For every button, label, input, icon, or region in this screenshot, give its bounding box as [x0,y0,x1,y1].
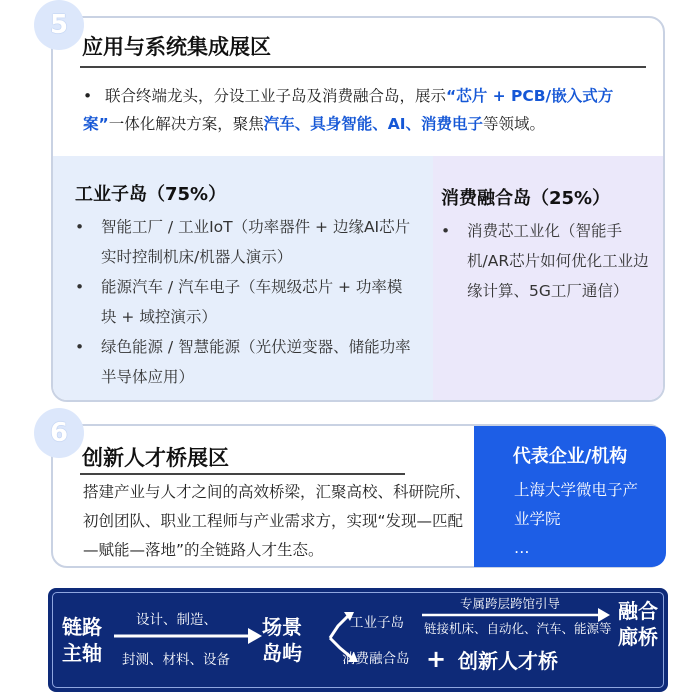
fusion-line-2: 廊桥 [618,625,658,649]
fork-arrow-top [330,616,348,638]
scene-island-label [262,614,302,666]
section-6-title-rule [80,473,405,475]
representative-panel [474,426,666,567]
section-6-number-badge [34,408,84,458]
intro-text-2: 一体化解决方案，聚焦 [108,115,264,133]
list-item: • 绿色能源 / 智慧能源（光伏逆变器、储能功率半导体应用） [75,332,411,392]
plus-icon: + [426,645,447,673]
list-item: … [514,539,530,557]
branch-industrial: 工业子岛 [350,615,404,631]
list-item: • 消费芯工业化（智能手机/AR芯片如何优化工业边缘计算、5G工厂通信） [441,216,655,306]
scene-line-2: 岛屿 [262,641,302,665]
intro-text-3: 等领域。 [482,115,545,133]
chain-line-2: 主轴 [62,641,102,665]
section-5-title-rule [80,66,646,68]
consumer-island-panel [433,156,665,402]
scene-line-1: 场景 [262,615,302,639]
section-5-card [51,16,665,402]
section-5-number: 5 [49,10,69,40]
talent-bridge-label: 创新人才桥 [458,649,558,673]
link-label: 链接机床、自动化、汽车、能源等 [424,621,612,636]
section-5-number-badge [34,0,84,50]
section-6-description: 搭建产业与人才之间的高效桥梁，汇聚高校、科研院所、初创团队、职业工程师与产业需求方，实现“发现—匹配—赋能—落地”的全链路人才生态。 [83,483,471,559]
fusion-bridge-label [618,598,658,650]
intro-highlight-1: “芯片 + PCB/嵌入式方案” [83,87,614,133]
representative-list [514,476,644,563]
representative-title: 代表企业/机构 [512,446,628,467]
industrial-island-panel [53,156,433,402]
consumer-island-title: 消费融合岛（25%） [441,188,611,209]
main-arrow-head-icon [248,628,262,644]
section-6-number: 6 [49,418,69,448]
list-item: • 能源汽车 / 汽车电子（车规级芯片 + 功率模块 + 域控演示） [75,272,411,332]
fusion-line-1: 融合 [618,599,658,623]
branch-consumer: 消费融合岛 [342,651,410,667]
industrial-island-list [75,212,411,392]
flow-bar [48,588,668,692]
flow-top-label: 设计、制造、 [136,612,217,628]
chain-line-1: 链路 [62,615,102,639]
industrial-island-title: 工业子岛（75%） [75,184,227,205]
section-5-title: 应用与系统集成展区 [82,35,271,59]
intro-highlight-2: 汽车、具身智能、AI、消费电子 [263,115,483,133]
section-5-intro [83,82,643,138]
intro-text-1: 联合终端龙头，分设工业子岛及消费融合岛，展示 [105,87,447,105]
consumer-island-list [441,216,655,306]
section-6-title: 创新人才桥展区 [82,446,229,470]
guide-label: 专属跨层跨馆引导 [460,596,561,611]
list-item: • 智能工厂 / 工业IoT（功率器件 + 边缘AI芯片实时控制机床/机器人演示） [75,212,411,272]
flow-arrows-graphic [48,588,668,692]
bullet-icon: • [83,87,93,105]
flow-bottom-label: 封测、材料、设备 [122,652,230,668]
list-item: 上海大学微电子产业学院 [514,481,639,528]
